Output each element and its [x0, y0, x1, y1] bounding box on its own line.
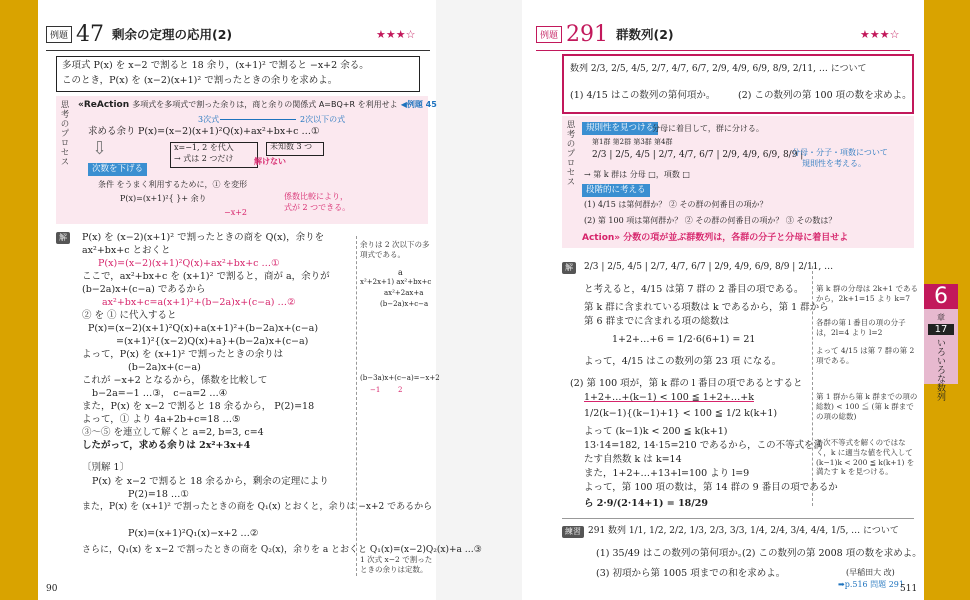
solution-line: よって，第 100 項の数は，第 14 群の 9 番目の項であるか — [584, 482, 838, 493]
solution-line: ③〜⑤ を連立して解くと a=2, b=3, c=4 — [82, 427, 264, 438]
solution-line: b−2a=−1 …③， c−a=2 …④ — [92, 388, 228, 399]
coef-minus1: −1 — [370, 386, 381, 394]
substitute-text: x=−1, 2 を代入 — [174, 143, 234, 152]
practice-rule — [562, 518, 914, 519]
header-rule — [536, 50, 910, 51]
side-note: 余りは 2 次以下の多項式である。 — [360, 240, 430, 259]
alt-line: P(x) を x−2 で割ると 18 余るから，剰余の定理により — [92, 476, 329, 487]
band-rule — [582, 122, 658, 135]
step-2: (2) 第 100 項は第何群か？ ② その群の何番目の項か？ ③ その数は？ — [584, 216, 837, 225]
solution-line: よって (k−1)k < 200 ≦ k(k+1) — [584, 426, 728, 437]
cubic-label: 3次式 — [198, 115, 220, 124]
solution-line: P(x)=(x−2)(x+1)²Q(x)+ax²+bx+c …① — [98, 258, 280, 269]
example-title: 剰余の定理の応用(2) — [112, 27, 233, 42]
solution-line: (b−2a)x+(c−a) であるから — [82, 284, 206, 295]
unknown-count: 未知数 3 つ — [270, 142, 313, 151]
division-header: x²+2x+1) ax²+bx+c — [360, 278, 432, 286]
problem-box — [562, 54, 914, 114]
solution-line: たす自然数 k は k=14 — [584, 454, 682, 465]
two-equations: → 式は 2 つだけ — [174, 154, 234, 163]
group-labels: 第1群 第2群 第3群 第4群 — [592, 138, 673, 146]
action-prefix: «ReAction — [78, 100, 130, 110]
linear-remainder: −x+2 — [224, 208, 248, 217]
header-rule — [46, 50, 430, 51]
practice-text: 291 数列 1/1, 1/2, 2/2, 1/3, 2/3, 3/3, 1/4, 2/4, 3/4, 4/4, 1/5, … について — [588, 526, 899, 536]
down-arrow-icon: ⇩ — [92, 138, 108, 159]
alt-title: 〔別解 1〕 — [82, 462, 130, 473]
section-title: いろいろな数列 — [935, 338, 945, 401]
problem-line2: このとき，P(x) を (x−2)(x+1)² で割ったときの余りを求めよ。 — [62, 75, 338, 86]
solution-line: (2) 第 100 項が，第 k 群の l 番目の項であるとすると — [570, 378, 803, 389]
coef-compare: (b−3a)x+(c−a)=−x+2 — [360, 374, 440, 382]
example-label: 例題 — [536, 26, 562, 43]
solution-line: P(x) を (x−2)(x+1)² で割ったときの商を Q(x)，余りを — [82, 232, 325, 243]
example-header-right — [536, 20, 674, 48]
process-panel — [562, 116, 914, 248]
chapter-number: 6 — [924, 284, 958, 309]
solution-line: よって，① より 4a+2b+c=18 …⑤ — [82, 414, 241, 425]
solution-line: (b−2a)x+(c−a) — [128, 362, 201, 373]
action-ref: ◀例題 45 — [400, 100, 437, 109]
action-heading — [78, 100, 437, 111]
example-number: 47 — [76, 21, 105, 47]
solution-line: また，P(x) を x−2 で割ると 18 余るから， P(2)=18 — [82, 401, 315, 412]
cannot-solve: 解けない — [254, 156, 286, 166]
example-header-left — [46, 20, 232, 48]
band-stepwise — [582, 184, 650, 197]
solution-line: よって，P(x) を (x+1)² で割ったときの余りは — [82, 349, 284, 360]
side-note: 第 1 群から第 k 群までの項の総数) < 100 ≦ (第 k 群までの項の総数) — [816, 392, 918, 421]
coef-note2: 式が 2 つできる。 — [284, 203, 351, 212]
solution-line: また，1+2+…+13+l=100 より l=9 — [584, 468, 750, 479]
group-note2: 規則性を考える。 — [802, 159, 866, 168]
practice-q2: (2) この数列の第 2008 項の数を求めよ。 — [742, 548, 922, 559]
side-note: よって 4/15 は第 7 群の第 2 項である。 — [816, 346, 915, 365]
alt-line: P(x)=(x+1)²Q₁(x)−x+2 …② — [128, 528, 259, 539]
remainder-formula: P(x)=(x−2)(x+1)²Q(x)+ax²+bx+c …① — [138, 126, 320, 137]
process-label: 思考のプロセス — [59, 100, 69, 167]
left-page — [38, 0, 482, 600]
solution-line: 第 k 群に含まれている項数は k であるから，第 1 群から — [584, 302, 829, 313]
page-gutter — [436, 0, 522, 600]
solution-label: 解 — [562, 262, 576, 274]
practice-label: 練習 — [562, 526, 584, 538]
alt-line: また，P(x) を (x+1)² で割ったときの商を Q₁(x) とおくと，余りは −x+2 であるから — [82, 502, 433, 512]
problem-line1: 多項式 P(x) を x−2 で割ると 18 余り，(x+1)² で割ると −x+2 余る。 — [62, 60, 369, 71]
side-divider — [356, 236, 357, 576]
side-divider — [812, 266, 813, 506]
solution-line: ax²+bx+c とおくと — [82, 245, 171, 256]
side-note: 2 次不等式を解くのではなく，k に適当な値を代入して (k−1)k < 200 ≦ k(k+1) を満たす k を見つける。 — [816, 438, 915, 477]
groups-display: 2/3 | 2/5, 4/5 | 2/7, 4/7, 6/7 | 2/9, 4/9, 6/9, 8/9 | — [592, 150, 804, 160]
solution-line: 1+2+…+(k−1) < 100 ≦ 1+2+…+k — [584, 392, 754, 403]
process-label: 思考のプロセス — [565, 120, 575, 187]
solution-line: ② を ① に代入すると — [82, 310, 177, 321]
arrow-line — [220, 119, 296, 120]
band1-text: 分母に着目して，群に分ける。 — [652, 124, 764, 133]
practice-q1: (1) 35/49 はこの数列の第何項か。 — [596, 548, 748, 559]
solution-line: と考えると，4/15 は第 7 群の 2 番目の項である。 — [584, 284, 804, 295]
page-reference[interactable]: ➡p.516 問題 291 — [838, 580, 904, 589]
solution-line: 第 6 群までに含まれる項の総数は — [584, 316, 730, 327]
question-2: (2) この数列の第 100 項の数を求めよ。 — [738, 90, 912, 101]
section-number: 17 — [928, 324, 954, 335]
action-line: Action» 分数の項が並ぶ群数列は，各群の分子と分母に着目せよ — [582, 233, 849, 243]
solution-line: P(x)=(x−2)(x+1)²Q(x)+a(x+1)²+(b−2a)x+(c−a) — [88, 323, 319, 334]
question-1: (1) 4/15 はこの数列の第何項か。 — [570, 90, 716, 101]
side-note: 各群の第 l 番目の項の分子は，2l=4 より l=2 — [816, 318, 906, 337]
solution-label: 解 — [56, 232, 70, 244]
page-number-left: 90 — [46, 584, 58, 594]
lower-degree-text: 次数を下げる — [88, 163, 147, 176]
action-text: 多項式を多項式で割った余りは，商と余りの関係式 A=BQ+R を利用せよ — [132, 100, 398, 109]
sequence-text: 数列 2/3, 2/5, 4/5, 2/7, 4/7, 6/7, 2/9, 4/9, 6/9, 8/9, 2/11, … について — [570, 64, 867, 74]
solution-answer: ら 2·9/(2·14+1) = 18/29 — [584, 498, 708, 509]
solution-sequence: 2/3 | 2/5, 4/5 | 2/7, 4/7, 6/7 | 2/9, 4/9, 6/9, 8/9 | 2/11, … — [584, 262, 834, 272]
alt-line: P(2)=18 …① — [128, 489, 189, 500]
coef-two: 2 — [398, 386, 403, 394]
division-step: (b−2a)x+c−a — [380, 300, 429, 308]
solution-line: これが −x+2 となるから，係数を比較して — [82, 375, 268, 386]
coef-note1: 係数比較により， — [284, 192, 348, 201]
difficulty-stars: ★★★☆ — [860, 28, 900, 41]
example-label: 例題 — [46, 26, 72, 43]
remainder-seek: 求める余り — [88, 126, 136, 137]
division-a: a — [398, 268, 403, 277]
condition-line: 条件 をうまく利用するために，① を変形 — [98, 180, 248, 189]
step-1: (1) 4/15 は第何群か？ ② その群の何番目の項か？ — [584, 200, 768, 209]
difficulty-stars: ★★★☆ — [376, 28, 416, 41]
px-form: P(x)=(x+1)²{ }+ 余り — [120, 194, 207, 203]
solution-line: 1/2(k−1){(k−1)+1} < 100 ≦ 1/2 k(k+1) — [584, 408, 778, 419]
example-number: 291 — [566, 21, 609, 47]
solution-line: 13·14=182, 14·15=210 であるから，この不等式を満 — [584, 440, 824, 451]
band-stepwise-text: 段階的に考える — [582, 184, 650, 197]
practice-q3: (3) 初項から第 1005 項までの和を求めよ。 — [596, 568, 786, 579]
side-note: 第 k 群の分母は 2k+1 であるから，2k+1=15 より k=7 — [816, 284, 918, 303]
page-number-right: 511 — [900, 584, 918, 594]
practice-tag — [562, 526, 588, 538]
solution-line: 1+2+…+6 = 1/2·6(6+1) = 21 — [612, 334, 756, 345]
solution-tag — [56, 232, 74, 244]
lower-degree-band — [88, 163, 147, 176]
chapter-kanji: 章 — [937, 313, 945, 322]
group-k: → 第 k 群は 分母 □，項数 □ — [584, 170, 690, 179]
solution-line: ax²+bx+c=a(x+1)²+(b−2a)x+(c−a) …② — [102, 297, 296, 308]
side-note: 1 次式 x−2 で割ったときの余りは定数。 — [360, 555, 433, 574]
source-note: (早稲田大 改) — [846, 568, 895, 577]
solution-line: =(x+1)²{(x−2)Q(x)+a}+(b−2a)x+(c−a) — [116, 336, 309, 347]
division-step: ax²+2ax+a — [384, 289, 424, 297]
group-note1: 分母・分子・項数について — [792, 148, 888, 157]
solution-line: ここで，ax²+bx+c を (x+1)² で割ると，商が a，余りが — [82, 271, 330, 282]
alt-line: さらに，Q₁(x) を x−2 で割ったときの商を Q₂(x)，余りを a とおくと Q₁(x)=(x−2)Q₂(x)+a …③ — [82, 545, 482, 555]
solution-answer: したがって，求める余りは 2x²+3x+4 — [82, 440, 251, 451]
solution-tag — [562, 262, 580, 274]
right-page — [522, 0, 924, 600]
example-title: 群数列(2) — [616, 27, 674, 42]
band-rule-text: 規則性を見つける — [582, 122, 658, 135]
quad-label: 2次以下の式 — [300, 115, 346, 124]
solution-line: よって，4/15 はこの数列の第 23 項 になる。 — [584, 356, 782, 367]
